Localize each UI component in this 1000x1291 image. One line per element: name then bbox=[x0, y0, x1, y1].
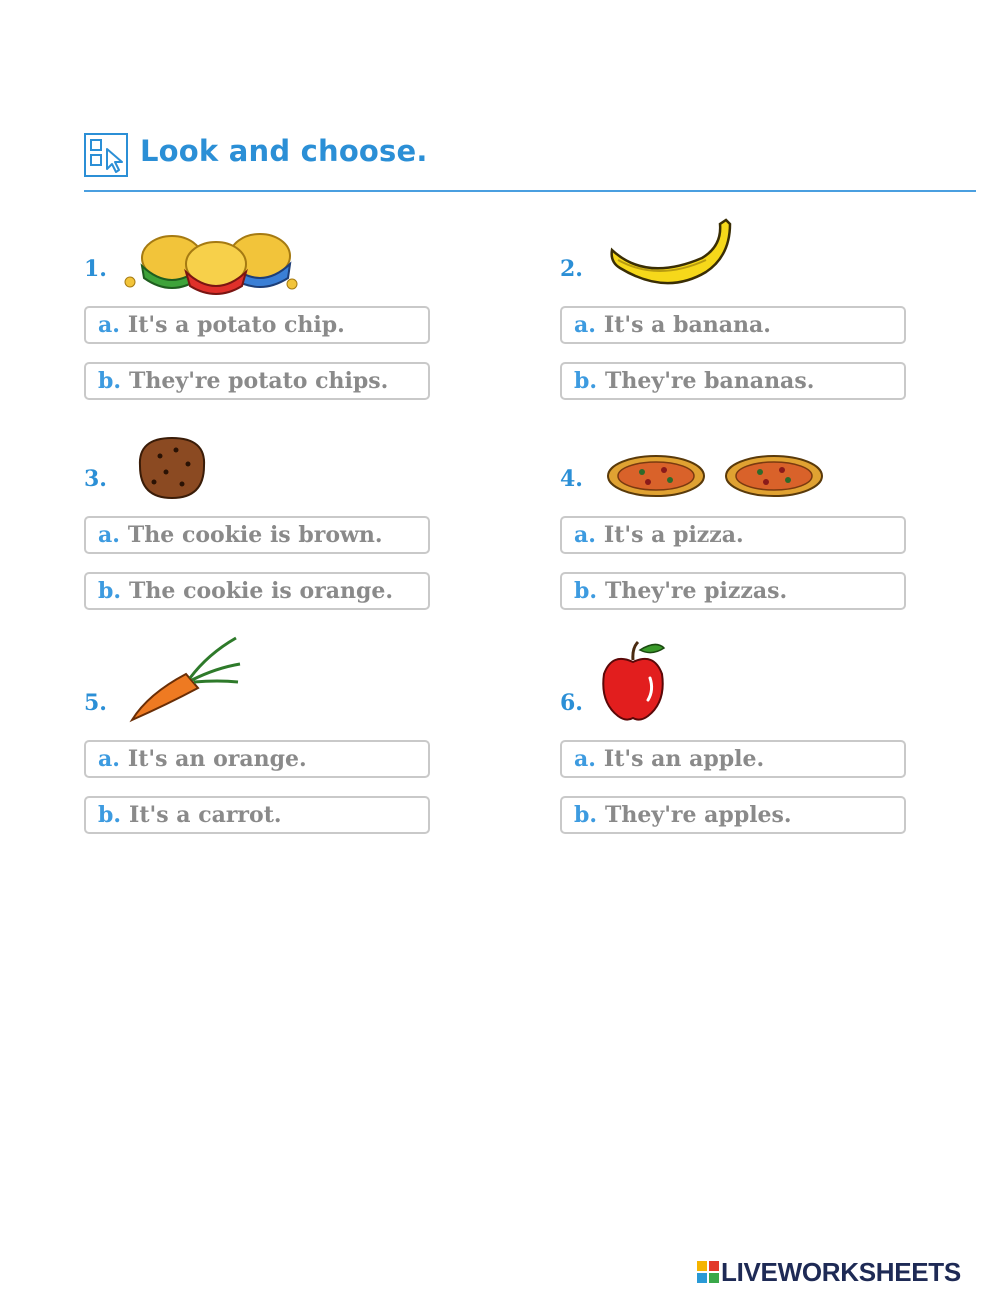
carrot-image bbox=[128, 634, 243, 724]
question-1 bbox=[84, 210, 434, 410]
option-1b[interactable]: b. They're potato chips. bbox=[84, 362, 430, 400]
question-number: 3. bbox=[84, 466, 107, 492]
question-number: 1. bbox=[84, 256, 107, 282]
option-6a[interactable]: a. It's an apple. bbox=[560, 740, 906, 778]
option-6b[interactable]: b. They're apples. bbox=[560, 796, 906, 834]
question-3 bbox=[84, 420, 434, 620]
option-3b[interactable]: b. The cookie is orange. bbox=[84, 572, 430, 610]
question-6 bbox=[560, 634, 910, 844]
banana-image bbox=[606, 216, 736, 286]
question-number: 6. bbox=[560, 690, 583, 716]
liveworksheets-logo-icon bbox=[697, 1261, 719, 1283]
question-5 bbox=[84, 634, 434, 844]
pizzas-image bbox=[606, 452, 826, 502]
question-number: 2. bbox=[560, 256, 583, 282]
apple-image bbox=[598, 638, 668, 723]
question-number: 4. bbox=[560, 466, 583, 492]
option-1a[interactable]: a. It's a potato chip. bbox=[84, 306, 430, 344]
option-4a[interactable]: a. It's a pizza. bbox=[560, 516, 906, 554]
option-4b[interactable]: b. They're pizzas. bbox=[560, 572, 906, 610]
brand-name: LIVEWORKSHEETS bbox=[721, 1257, 961, 1287]
option-3a[interactable]: a. The cookie is brown. bbox=[84, 516, 430, 554]
question-2 bbox=[560, 210, 910, 410]
page-title: Look and choose. bbox=[140, 134, 428, 168]
question-number: 5. bbox=[84, 690, 107, 716]
option-5a[interactable]: a. It's an orange. bbox=[84, 740, 430, 778]
option-2b[interactable]: b. They're bananas. bbox=[560, 362, 906, 400]
header-divider bbox=[84, 190, 976, 192]
option-2a[interactable]: a. It's a banana. bbox=[560, 306, 906, 344]
potato-chips-image bbox=[120, 216, 300, 296]
click-select-icon bbox=[84, 133, 128, 177]
section-header bbox=[84, 130, 976, 192]
option-5b[interactable]: b. It's a carrot. bbox=[84, 796, 430, 834]
question-4 bbox=[560, 420, 910, 620]
cookie-image bbox=[132, 432, 212, 502]
